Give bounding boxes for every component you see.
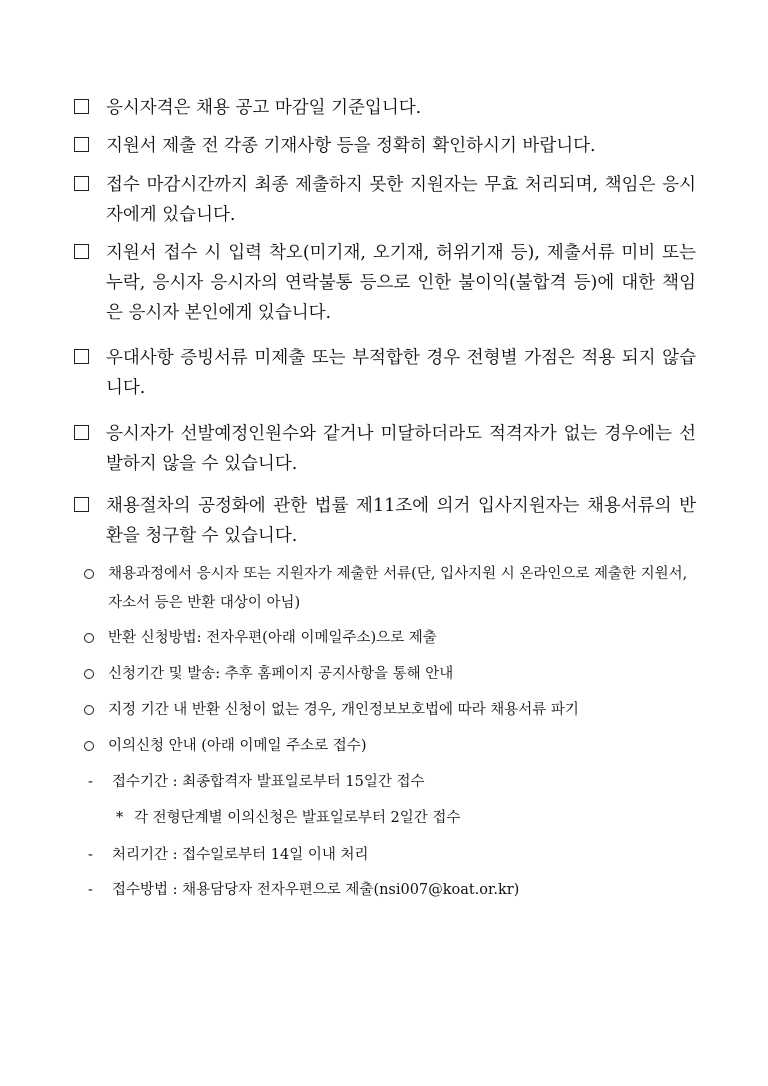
circle-item-text: 지정 기간 내 반환 신청이 없는 경우, 개인정보보호법에 따라 채용서류 파기 bbox=[108, 702, 579, 718]
checkbox-square-icon bbox=[74, 425, 89, 440]
star-note-text: 각 전형단계별 이의신청은 발표일로부터 2일간 접수 bbox=[134, 810, 461, 826]
dash-item-text: 처리기간 : 접수일로부터 14일 이내 처리 bbox=[112, 847, 369, 863]
circle-item bbox=[84, 732, 696, 761]
circle-item bbox=[84, 624, 696, 653]
checkbox-item bbox=[74, 170, 696, 230]
asterisk-bullet: * bbox=[116, 810, 124, 826]
circle-item-text: 채용과정에서 응시자 또는 지원자가 제출한 서류(단, 입사지원 시 온라인으로 제출한 지원서, 자소서 등은 반환 대상이 아님) bbox=[108, 566, 688, 611]
checkbox-item-text: 응시자가 선발예정인원수와 같거나 미달하더라도 적격자가 없는 경우에는 선발하지 않을 수 있습니다. bbox=[106, 424, 696, 474]
checkbox-item-text: 접수 마감시간까지 최종 제출하지 못한 지원자는 무효 처리되며, 책임은 응시자에게 있습니다. bbox=[106, 175, 696, 225]
circle-bullet-icon bbox=[84, 569, 94, 579]
circle-item bbox=[84, 696, 696, 725]
checkbox-item bbox=[74, 238, 696, 328]
circle-item-text: 반환 신청방법: 전자우편(아래 이메일주소)으로 제출 bbox=[108, 630, 437, 646]
checkbox-item bbox=[74, 419, 696, 479]
circle-bullet-icon bbox=[84, 633, 94, 643]
circle-bullet-icon bbox=[84, 741, 94, 751]
checkbox-item-text: 우대사항 증빙서류 미제출 또는 부적합한 경우 전형별 가점은 적용 되지 않습니다. bbox=[106, 348, 696, 398]
star-note bbox=[116, 804, 696, 833]
checkbox-square-icon bbox=[74, 497, 89, 512]
checkbox-item-text: 채용절차의 공정화에 관한 법률 제11조에 의거 입사지원자는 채용서류의 반환을 청구할 수 있습니다. bbox=[106, 496, 696, 546]
circle-item bbox=[84, 560, 696, 618]
checkbox-square-icon bbox=[74, 349, 89, 364]
dash-item-text: 접수방법 : 채용담당자 전자우편으로 제출(nsi007@koat.or.kr) bbox=[112, 882, 520, 898]
dash-bullet: - bbox=[88, 882, 93, 898]
checkbox-item bbox=[74, 343, 696, 403]
checkbox-square-icon bbox=[74, 176, 89, 191]
circle-item-text: 이의신청 안내 (아래 이메일 주소로 접수) bbox=[108, 738, 367, 754]
dash-item bbox=[88, 768, 688, 797]
dash-item-text: 접수기간 : 최종합격자 발표일로부터 15일간 접수 bbox=[112, 774, 425, 790]
checkbox-square-icon bbox=[74, 99, 89, 114]
dash-bullet: - bbox=[88, 847, 93, 863]
circle-item bbox=[84, 660, 696, 689]
checkbox-item-text: 지원서 접수 시 입력 착오(미기재, 오기재, 허위기재 등), 제출서류 미비 또는 누락, 응시자 응시자의 연락불통 등으로 인한 불이익(불합격 등)에 대한 책임은 응시자 본인에게 있습니다. bbox=[106, 243, 696, 323]
circle-item-text: 신청기간 및 발송: 추후 홈페이지 공지사항을 통해 안내 bbox=[108, 666, 454, 682]
dash-bullet: - bbox=[88, 774, 93, 790]
checkbox-square-icon bbox=[74, 244, 89, 259]
circle-bullet-icon bbox=[84, 705, 94, 715]
dash-item bbox=[88, 876, 688, 905]
checkbox-item-text: 지원서 제출 전 각종 기재사항 등을 정확히 확인하시기 바랍니다. bbox=[106, 136, 596, 156]
checkbox-item bbox=[74, 131, 696, 161]
checkbox-item bbox=[74, 93, 696, 123]
checkbox-item-text: 응시자격은 채용 공고 마감일 기준입니다. bbox=[106, 98, 422, 118]
checkbox-square-icon bbox=[74, 137, 89, 152]
checkbox-item bbox=[74, 491, 696, 551]
circle-bullet-icon bbox=[84, 669, 94, 679]
dash-item bbox=[88, 841, 688, 870]
